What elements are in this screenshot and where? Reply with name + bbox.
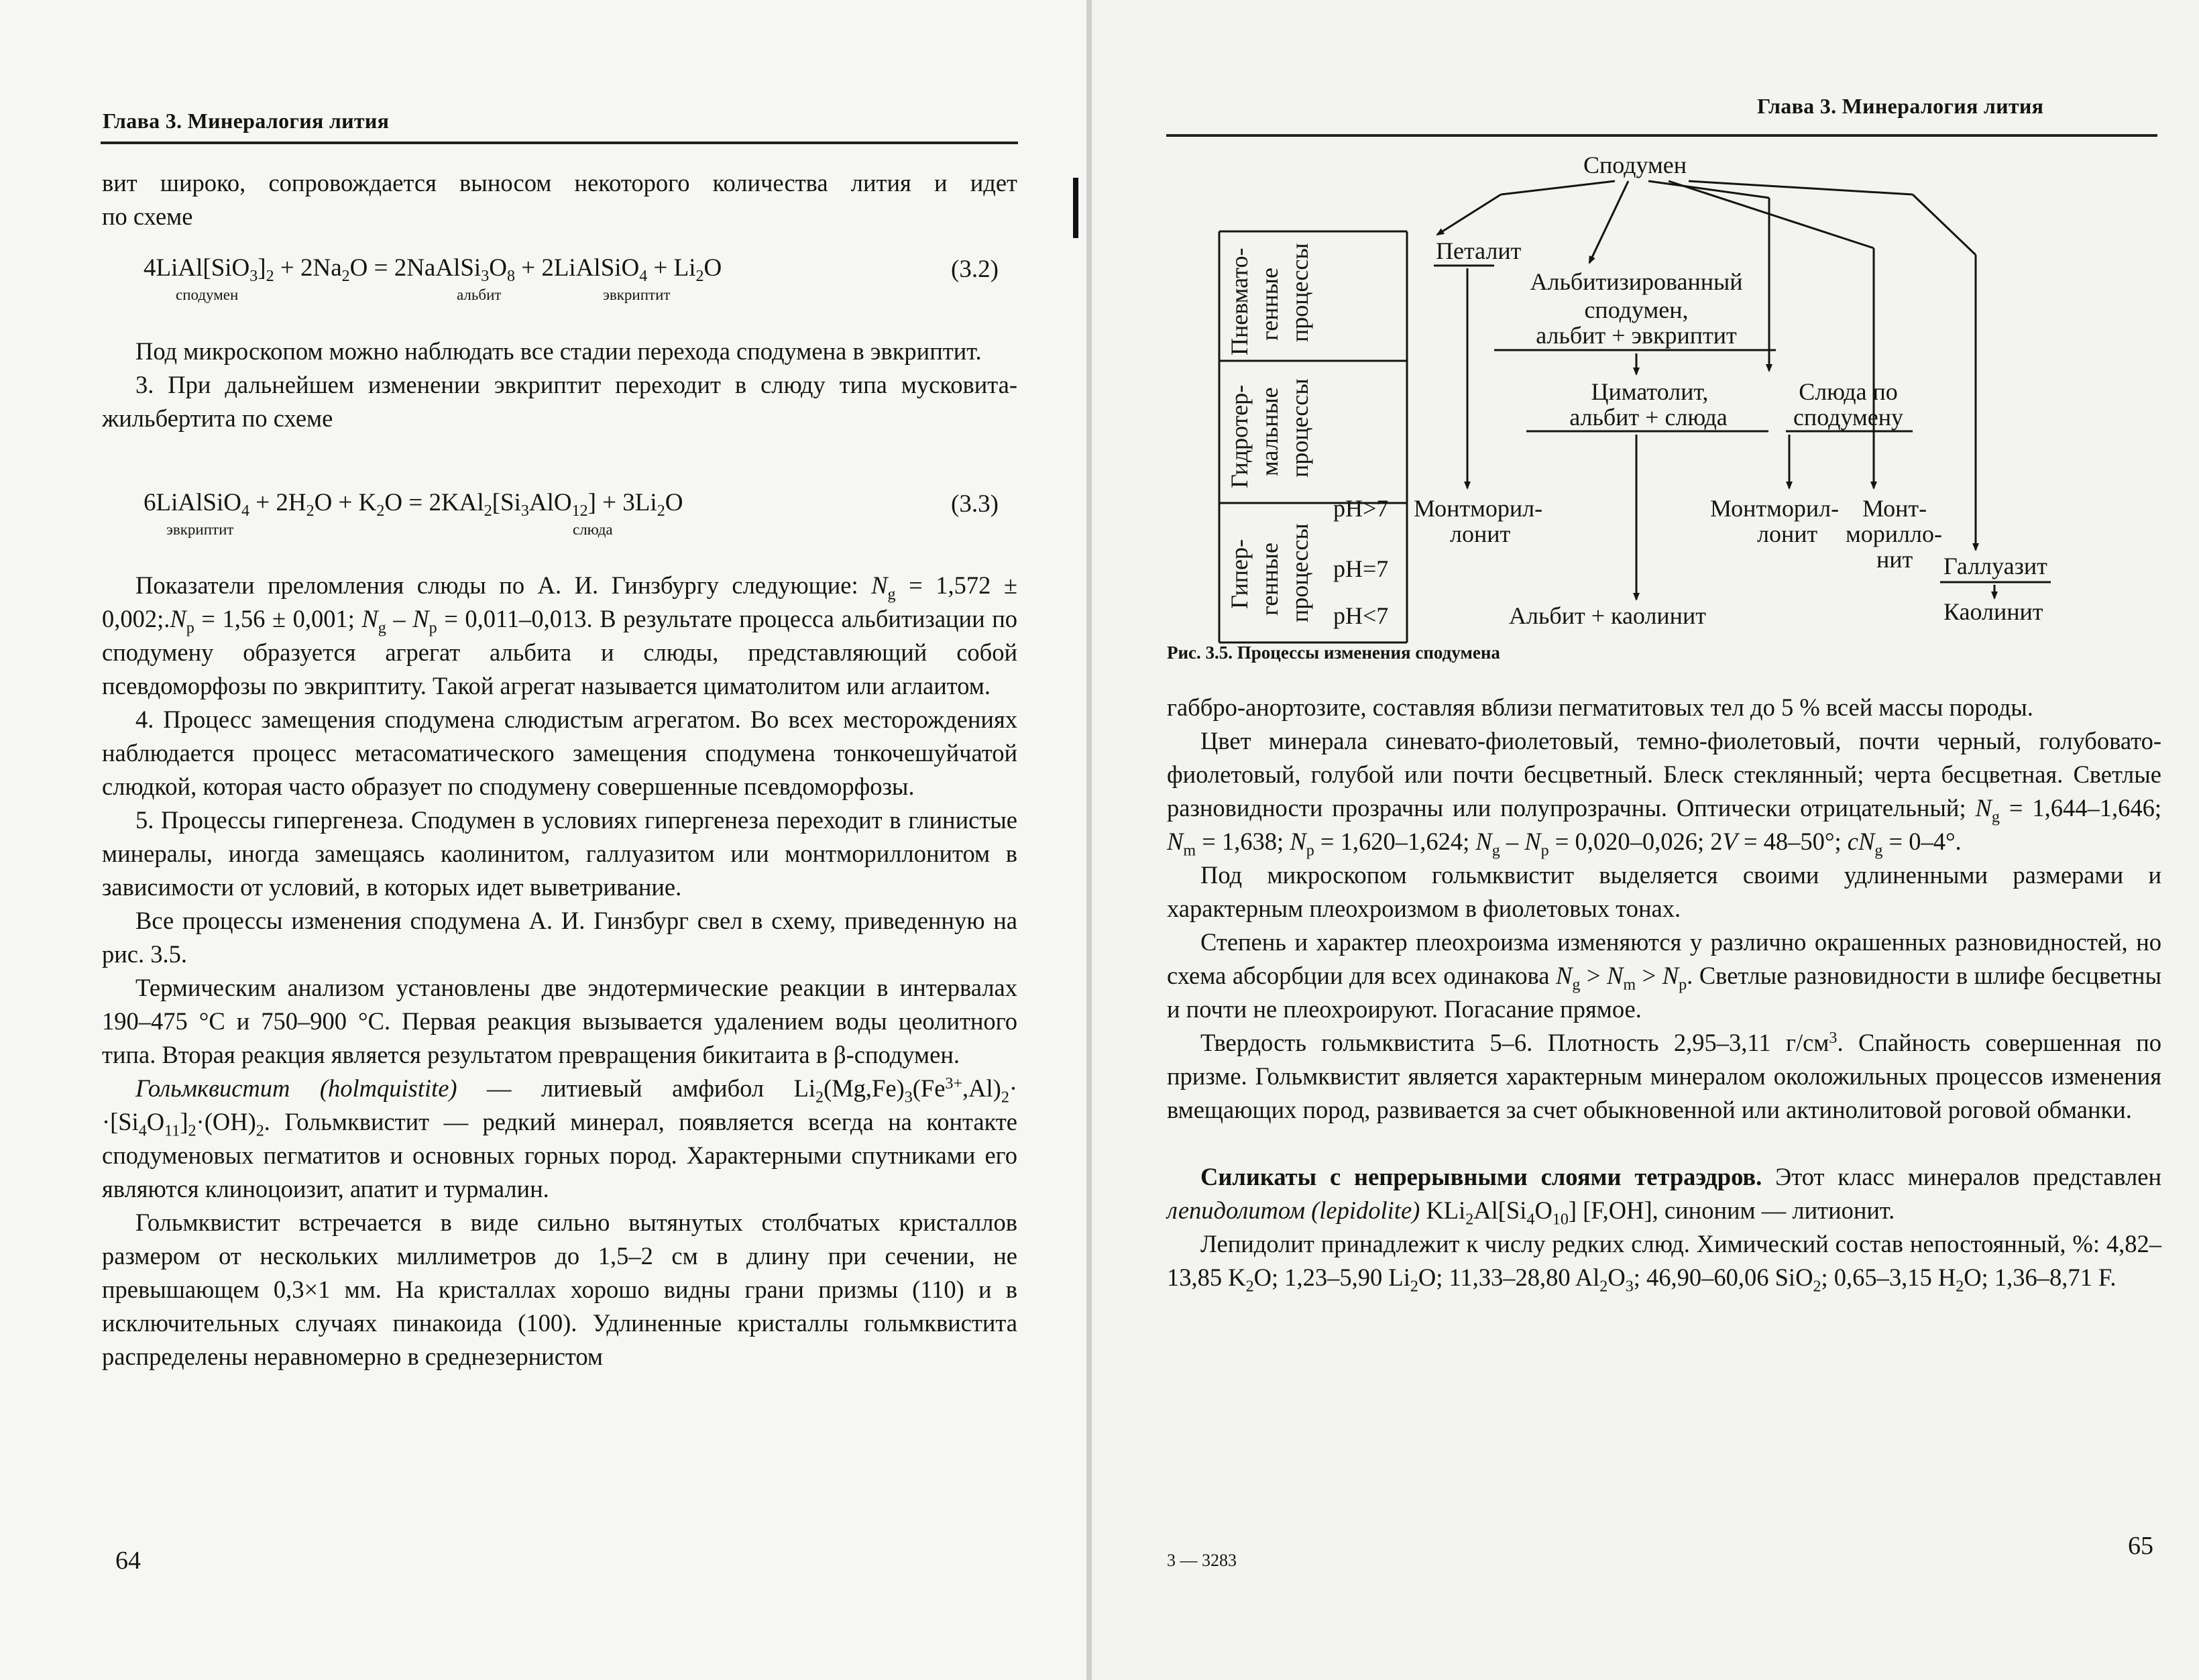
text-run: KLi <box>1420 1196 1466 1224</box>
node-albitized-line: Альбитизированный <box>1530 268 1743 295</box>
binding-mark <box>1073 178 1078 238</box>
eq-part: 6LiAlSiO <box>144 489 241 516</box>
node-montmorillonite-1-line: лонит <box>1450 520 1511 547</box>
paragraph: 5. Процессы гипергенеза. Сподумен в условиях гипергенеза переходит в глинистые минералы, иногда замещаясь каолинитом, галлуазитом или монтмориллонитом в зависимости от условий, в которых идет выветривание. <box>102 806 1017 901</box>
subscript: 3 <box>1625 1278 1634 1296</box>
stage-label-line: мальные <box>1256 387 1283 476</box>
equation-number: (3.2) <box>951 256 999 283</box>
text-run: Лепидолит принадлежит к числу редких слюд. Химический состав непостоянный, %: 4,82–13,85 K <box>1167 1230 2161 1291</box>
eq-sub: 2 <box>484 502 492 520</box>
paragraph-hardness <box>1167 1026 2161 1127</box>
subscript: g <box>887 585 896 604</box>
paragraph: 4. Процесс замещения сподумена слюдистым агрегатом. Во всех месторождениях наблюдается процесс метасоматического замещения сподумена тонкочешуйчатой слюдкой, которая часто образует по сподумену совершенные псевдоморфозы. <box>102 706 1017 800</box>
stage-label-line: Пневмато- <box>1226 247 1253 355</box>
text-run: N <box>1167 828 1184 855</box>
text-run: = 48–50°; <box>1737 828 1848 855</box>
body-text-right <box>1167 691 2161 1294</box>
text-run: = 1,56 ± 0,001; <box>194 605 362 632</box>
text-run: = 1,572 ± 0,002;. <box>102 571 1017 632</box>
node-kaolinite: Каолинит <box>1943 598 2043 625</box>
paragraph-refractive <box>102 569 1017 703</box>
paragraph-composition <box>1167 1227 2161 1294</box>
text-run: – <box>386 605 413 632</box>
text-run: N <box>412 605 429 632</box>
node-albite-kaolinite: Альбит + каолинит <box>1509 602 1706 629</box>
text-run: ] <box>180 1108 188 1135</box>
text-run: = 1,644–1,646; <box>1999 794 2161 822</box>
text-run: . Спайность совершенная по призме. Гольмквистит является характерным минералом околожильных процессов изменения вмещающих пород, развивается за счет обыкновенной или актинолитовой роговой обманки. <box>1167 1029 2161 1123</box>
text-run: – <box>1500 828 1525 855</box>
text-run: > <box>1636 962 1662 989</box>
eq-sub: 3 <box>249 268 258 285</box>
right-page <box>1092 0 2199 1680</box>
node-albitized-line: альбит + эвкриптит <box>1536 322 1737 349</box>
stage-label-hypergene <box>1226 523 1313 622</box>
text-run: ·(OH) <box>196 1108 256 1135</box>
subscript: g <box>1491 842 1500 860</box>
superscript: 3 <box>1829 1029 1838 1047</box>
eq-sub: 12 <box>571 502 588 520</box>
subscript: p <box>1540 842 1549 860</box>
eq-part: AlO <box>528 489 572 516</box>
node-montmorillonite-3-line: нит <box>1876 546 1913 573</box>
subscript: 2 <box>188 1122 196 1140</box>
superscript: 3+ <box>945 1074 963 1093</box>
node-halloysite: Галлуазит <box>1943 553 2047 579</box>
subscript: m <box>1183 842 1196 860</box>
subscript: 2 <box>1956 1278 1964 1296</box>
paragraph: Все процессы изменения сподумена А. И. Гинзбург свел в схему, приведенную на рис. 3.5. <box>102 907 1017 968</box>
eq-part: O <box>665 489 683 516</box>
stage-label-line: Гидротер- <box>1226 384 1253 488</box>
running-head-left: Глава 3. Минералогия лития <box>103 109 390 133</box>
body-text-left-1 <box>102 335 1017 435</box>
text-run: N <box>361 605 378 632</box>
text-run: O <box>1534 1196 1553 1224</box>
eq-sub: 3 <box>520 502 529 520</box>
subscript: m <box>1623 976 1636 994</box>
stage-label-line: процессы <box>1286 523 1313 622</box>
paragraph-holmquistite <box>102 1072 1017 1206</box>
node-petalite: Петалит <box>1436 237 1522 264</box>
subscript: p <box>1679 976 1687 994</box>
subscript: 2 <box>256 1122 264 1140</box>
paragraph-pleochroism <box>1167 926 2161 1026</box>
subscript: 2 <box>1245 1278 1254 1296</box>
node-mica-line: Слюда по <box>1799 378 1898 405</box>
text-run: N <box>1607 962 1624 989</box>
eq-underlabel: эвкриптит <box>166 521 234 538</box>
text-run: N <box>1475 828 1492 855</box>
stage-label-hydrothermal <box>1226 378 1313 488</box>
node-albitized-line: сподумен, <box>1584 296 1689 323</box>
subscript: p <box>1306 842 1314 860</box>
page-number-left: 64 <box>115 1547 141 1575</box>
section-heading: Силикаты с непрерывными слоями тетраэдров. <box>1200 1163 1762 1190</box>
text-run: Твердость гольмквистита 5–6. Плотность 2,95–3,11 г/см <box>1200 1029 1829 1056</box>
subscript: 2 <box>1813 1278 1821 1296</box>
text-run: . Светлые разновидности в шлифе бесцветны и почти не плеохроируют. Погасание прямое. <box>1167 962 2161 1023</box>
subscript: p <box>429 619 437 637</box>
node-spodumene: Сподумен <box>1583 152 1687 178</box>
text-run: ; 0,65–3,15 H <box>1821 1264 1956 1291</box>
text-run: ] [F,OH], синоним — литионит. <box>1568 1196 1895 1224</box>
equation-3-3 <box>144 490 881 543</box>
paragraph: габбро-анортозите, составляя вблизи пегматитовых тел до 5 % всей массы породы. <box>1167 693 2033 721</box>
stage-label-line: генные <box>1256 268 1283 341</box>
eq-underlabel: сподумен <box>176 286 239 303</box>
text-run: N <box>1524 828 1541 855</box>
stage-label-line: Гипер- <box>1226 539 1253 609</box>
stage-label-line: процессы <box>1286 378 1313 478</box>
eq-part: ] <box>258 254 266 282</box>
text-run: = 1,638; <box>1196 828 1290 855</box>
term-italic: лепидолитом (lepidolite) <box>1167 1196 1420 1224</box>
eq-sub: 2 <box>376 502 385 520</box>
subscript: 2 <box>1465 1211 1474 1229</box>
text-run: N <box>1290 828 1306 855</box>
term-italic: Гольмквистит <box>135 1074 290 1102</box>
subscript: 2 <box>1001 1088 1009 1107</box>
eq-underlabel: эвкриптит <box>603 286 671 303</box>
text-run: Al[Si <box>1473 1196 1527 1224</box>
subscript: 2 <box>1599 1278 1608 1296</box>
text-run: = 0–4°. <box>1882 828 1962 855</box>
text-run: O; 11,33–28,80 Al <box>1418 1264 1600 1291</box>
text-run: Этот класс минералов представлен <box>1762 1163 2161 1190</box>
subscript: 10 <box>1552 1211 1569 1229</box>
eq-part: O + K <box>314 489 377 516</box>
header-rule-left <box>101 142 1018 144</box>
eq-sub: 4 <box>241 502 249 520</box>
paragraph: Гольмквистит встречается в виде сильно вытянутых столбчатых кристаллов размером от нескольких миллиметров до 1,5–2 см в длину при сечении, не превышающем 0,3×1 мм. На кристаллах хорошо видны грани призмы (110) и в исключительных случаях пинакоида (100). Удлиненные кристаллы гольмквистита распределены неравномерно в среднезернистом <box>102 1209 1017 1370</box>
eq-sub: 8 <box>506 268 515 285</box>
equation-3-2 <box>144 255 881 309</box>
text-run: · ·[Si <box>102 1074 1018 1135</box>
text-run: Показатели преломления слюды по А. И. Гинзбургу следующие: <box>135 571 872 599</box>
printer-signature: 3 — 3283 <box>1167 1551 1237 1570</box>
ph-label: pH>7 <box>1333 495 1389 522</box>
subscript: 2 <box>815 1088 824 1107</box>
eq-part: [Si <box>492 489 521 516</box>
text-run: ,Al) <box>962 1074 1001 1102</box>
paragraph: Под микроскопом гольмквистит выделяется своими удлиненными размерами и характерным плеохроизмом в фиолетовых тонах. <box>1167 861 2161 922</box>
eq-sub: 4 <box>639 268 648 285</box>
arrow-spodumene-halloysite <box>1689 181 1913 194</box>
paragraph-spacer <box>1167 1127 2161 1160</box>
eq-part: ] + 3Li <box>587 489 657 516</box>
text-run: Степень и характер плеохроизма изменяются у различно окрашенных разновидностей, но схема абсорбции для всех одинакова <box>1167 928 2161 989</box>
text-run: N <box>1662 962 1679 989</box>
text-run: Цвет минерала синевато-фиолетовый, темно-фиолетовый, почти черный, голубовато-фиолетовый, голубой или почти бесцветный. Блеск стеклянный; черта бесцветная. Светлые разновидности прозрачны или полупрозрачны. Оптически отрицательный; <box>1167 727 2161 822</box>
eq-sub: 2 <box>695 268 704 285</box>
arrow-spodumene-petalite <box>1437 194 1501 235</box>
text-run: N <box>871 571 888 599</box>
eq-sub: 2 <box>657 502 665 520</box>
arrow-spodumene-mica <box>1648 181 1769 198</box>
text-run: = 0,020–0,026; 2 <box>1548 828 1723 855</box>
eq-sub: 2 <box>266 268 274 285</box>
paragraph: Под микроскопом можно наблюдать все стадии перехода сподумена в эвкриптит. <box>135 337 982 365</box>
eq-part: O <box>489 254 507 282</box>
eq-part: + 2Na <box>274 254 342 282</box>
text-run: ; 46,90–60,06 SiO <box>1633 1264 1813 1291</box>
text-run: N <box>1555 962 1573 989</box>
ph-label: pH<7 <box>1333 602 1389 629</box>
paragraph-optics <box>1167 724 2161 858</box>
subscript: g <box>1874 842 1883 860</box>
node-cymatolite-line: альбит + слюда <box>1569 404 1728 431</box>
eq-underlabel: слюда <box>573 521 613 538</box>
text-run: (Fe <box>912 1074 946 1102</box>
text-run: = 1,620–1,624; <box>1314 828 1476 855</box>
subscript: 4 <box>1526 1211 1535 1229</box>
left-page <box>0 0 1086 1680</box>
figure-3-5-diagram <box>1092 0 2199 644</box>
subscript: 11 <box>164 1122 180 1140</box>
node-cymatolite-line: Циматолит, <box>1591 378 1709 405</box>
body-text-left-2 <box>102 569 1017 1374</box>
eq-part: + Li <box>647 254 696 282</box>
eq-sub: 2 <box>306 502 315 520</box>
eq-part: + 2H <box>249 489 306 516</box>
text-run: O; 1,36–8,71 F. <box>1964 1264 2117 1291</box>
arrow-spodumene-albitized <box>1589 181 1628 263</box>
stage-label-line: процессы <box>1286 243 1313 342</box>
text-run: O; 1,23–5,90 Li <box>1253 1264 1410 1291</box>
text-run: N <box>1975 794 1992 822</box>
stage-label-pneumatogenic <box>1226 243 1313 355</box>
subscript: g <box>1991 808 2000 826</box>
subscript: g <box>378 619 386 637</box>
eq-sub: 3 <box>481 268 490 285</box>
text-run: V <box>1722 828 1738 855</box>
text-run: > <box>1580 962 1608 989</box>
node-mica-line: сподумену <box>1793 404 1904 431</box>
node-montmorillonite-3-line: морилло- <box>1846 520 1942 547</box>
ph-label: pH=7 <box>1333 555 1389 582</box>
intro-text <box>102 166 1017 233</box>
intro-line: вит широко, сопровождается выносом некоторого количества лития и идет <box>102 169 1017 197</box>
eq-part: O <box>703 254 722 282</box>
subscript: 2 <box>1410 1278 1418 1296</box>
node-montmorillonite-2-line: лонит <box>1757 520 1818 547</box>
subscript: 3 <box>904 1088 913 1107</box>
eq-part: + 2LiAlSiO <box>514 254 640 282</box>
paragraph-lepidolite <box>1167 1160 2161 1227</box>
eq-part: 4LiAl[SiO <box>144 254 250 282</box>
term-latin: (holmquistite) <box>319 1074 457 1102</box>
text-run: . Гольмквистит — редкий минерал, появляется всегда на контакте сподуменовых пегматитов и основных горных пород. Характерными спутниками его являются клиноцоизит, апатит и турмалин. <box>102 1108 1017 1202</box>
text-run: N <box>170 605 186 632</box>
subscript: g <box>1572 976 1581 994</box>
paragraph: 3. При дальнейшем изменении эвкриптит переходит в слюду типа мусковита-жильбертита по схеме <box>102 371 1017 432</box>
node-montmorillonite-3-line: Монт- <box>1862 495 1927 522</box>
node-montmorillonite-1-line: Монтморил- <box>1414 495 1543 522</box>
text-run: — литиевый амфибол Li <box>457 1074 816 1102</box>
eq-part: O = 2NaAlSi <box>349 254 482 282</box>
arrow-spodumene-petalite <box>1501 181 1615 194</box>
paragraph: Термическим анализом установлены две эндотермические реакции в интервалах 190–475 °С и 750–900 °С. Первая реакция вызывается удалением воды цеолитного типа. Вторая реакция является результатом превращения бикитаита в β-сподумен. <box>102 974 1017 1068</box>
arrow-spodumene-halloysite <box>1913 194 1976 255</box>
text-run: O <box>146 1108 165 1135</box>
eq-underlabel: альбит <box>457 286 502 303</box>
running-head-right: Глава 3. Минералогия лития <box>1757 94 2044 118</box>
text-run: N <box>1858 828 1875 855</box>
equation-number: (3.3) <box>951 490 999 518</box>
text-run: = 0,011–0,013. В результате процесса альбитизации по сподумену образуется агрегат альбита и слюды, представляющий собой псевдоморфозы по эвкриптиту. Такой агрегат называется циматолитом или аглаитом. <box>102 605 1017 699</box>
text-run: c <box>1847 828 1858 855</box>
page-number-right: 65 <box>2128 1532 2153 1560</box>
intro-line: по схеме <box>102 203 193 230</box>
subscript: p <box>186 619 194 637</box>
eq-sub: 2 <box>341 268 350 285</box>
text-run: O <box>1608 1264 1626 1291</box>
book-gutter <box>1086 0 1092 1680</box>
stage-label-line: генные <box>1256 543 1283 616</box>
node-montmorillonite-2-line: Монтморил- <box>1710 495 1840 522</box>
figure-caption: Рис. 3.5. Процессы изменения сподумена <box>1167 642 1500 663</box>
text-run: (Mg,Fe) <box>824 1074 905 1102</box>
subscript: 4 <box>138 1122 147 1140</box>
eq-part: O = 2KAl <box>384 489 484 516</box>
